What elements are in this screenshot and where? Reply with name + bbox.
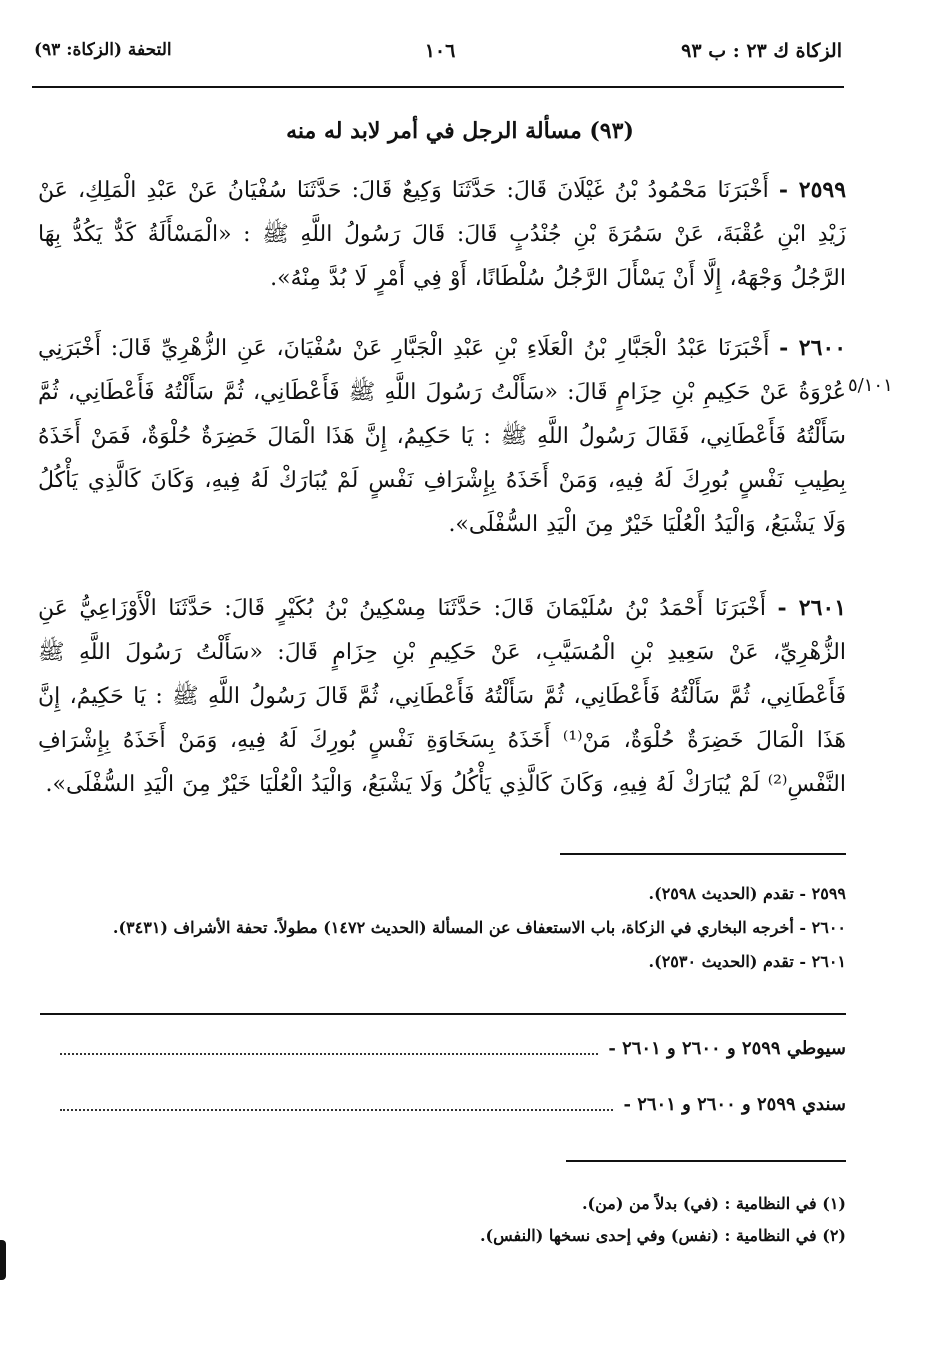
scan-edge-mark (0, 1240, 6, 1280)
margin-reference: ٥/١٠١ (848, 375, 893, 396)
hadith-text: أَخْبَرَنَا مَحْمُودُ بْنُ غَيْلَانَ قَالَ: حَدَّثَنَا وَكِيعٌ قَالَ: حَدَّثَنَا سُفْيَانُ عَنْ عَبْدِ الْمَلِكِ، عَنْ زَيْدِ ابْنِ عُقْبَةَ، عَنْ سَمُرَةَ بْنِ جُنْدُبٍ قَالَ: قَالَ رَسُولُ اللَّهِ ﷺ : «الْمَسْأَلَةُ كَدٌّ يَكُدُّ بِهَا الرَّجُلُ وَجْهَهُ، إِلَّا أَنْ يَسْأَلَ الرَّجُلُ سُلْطَانًا، أَوْ فِي أَمْرٍ لَا بُدَّ مِنْهُ». (38, 178, 846, 291)
commentary-sindi (60, 1094, 846, 1115)
takhrij-divider (560, 853, 846, 855)
header-divider (32, 86, 844, 88)
takhrij-note: ٢٥٩٩ - تقدم (الحديث ٢٥٩٨). (648, 884, 846, 903)
page-number: ١٠٦ (424, 40, 456, 62)
hadith-number: ٢٦٠٠ - (779, 335, 847, 361)
dotted-leader (60, 1099, 613, 1111)
hadith-2599 (38, 168, 846, 301)
hadith-2600 (38, 326, 846, 547)
takhrij-note: ٢٦٠١ - تقدم (الحديث ٢٥٣٠). (648, 952, 846, 971)
commentary-label: سندي ٢٥٩٩ و ٢٦٠٠ و ٢٦٠١ - (623, 1094, 846, 1115)
footnote-divider (566, 1160, 846, 1162)
hadith-text: أَخْبَرَنَا عَبْدُ الْجَبَّارِ بْنُ الْعَلَاءِ بْنِ عَبْدِ الْجَبَّارِ عَنْ سُفْيَانَ، عَنِ الزُّهْرِيِّ قَالَ: أَخْبَرَنِي عُرْوَةُ عَنْ حَكِيمِ بْنِ حِزَامٍ قَالَ: «سَأَلْتُ رَسُولَ اللَّهِ ﷺ فَأَعْطَانِي، ثُمَّ سَأَلْتُهُ فَأَعْطَانِي، ثُمَّ سَأَلْتُهُ فَأَعْطَانِي، فَقَالَ رَسُولُ اللَّهِ ﷺ : يَا حَكِيمُ، إِنَّ هَذَا الْمَالَ خَضِرَةٌ حُلْوَةٌ، فَمَنْ أَخَذَهُ بِطِيبِ نَفْسٍ بُورِكَ لَهُ فِيهِ، وَمَنْ أَخَذَهُ بِإِشْرَافِ نَفْسٍ لَمْ يُبَارَكْ لَهُ فِيهِ، وَكَانَ كَالَّذِي يَأْكُلُ وَلَا يَشْبَعُ، وَالْيَدُ الْعُلْيَا خَيْرٌ مِنَ الْيَدِ السُّفْلَى». (38, 336, 846, 537)
hadith-text: أَخْبَرَنَا أَحْمَدُ بْنُ سُلَيْمَانَ قَالَ: حَدَّثَنَا مِسْكِينُ بْنُ بُكَيْرٍ قَالَ: حَدَّثَنَا الْأَوْزَاعِيُّ عَنِ الزُّهْرِيِّ، عَنْ سَعِيدِ بْنِ الْمُسَيَّبِ، عَنْ حَكِيمِ بْنِ حِزَامٍ قَالَ: «سَأَلْتُ رَسُولَ اللَّهِ ﷺ فَأَعْطَانِي، ثُمَّ سَأَلْتُهُ فَأَعْطَانِي، ثُمَّ سَأَلْتُهُ فَأَعْطَانِي، ثُمَّ قَالَ رَسُولُ اللَّهِ ﷺ : يَا حَكِيمُ، إِنَّ هَذَا الْمَالَ خَضِرَةٌ حُلْوَةٌ، مَنْ⁽¹⁾ أَخَذَهُ بِسَخَاوَةِ نَفْسٍ بُورِكَ لَهُ فِيهِ، وَمَنْ أَخَذَهُ بِإِشْرَافِ النَّفْسِ⁽²⁾ لَمْ يُبَارَكْ لَهُ فِيهِ، وَكَانَ كَالَّذِي يَأْكُلُ وَلَا يَشْبَعُ، وَالْيَدُ الْعُلْيَا خَيْرٌ مِنَ الْيَدِ السُّفْلَى». (38, 596, 847, 797)
running-header-tuhfa: التحفة (الزكاة: ٩٣) (34, 40, 172, 60)
hadith-2601 (38, 586, 846, 807)
takhrij-note: ٢٦٠٠ - أخرجه البخاري في الزكاة، باب الاستعفاف عن المسألة (الحديث ١٤٧٢) مطولاً. تحفة الأشراف (٣٤٣١). (112, 918, 846, 937)
commentary-divider (40, 1013, 846, 1015)
hadith-number: ٢٦٠١ - (777, 595, 847, 621)
running-header-chapter: الزكاة ك ٢٣ : ب ٩٣ (681, 40, 842, 62)
commentary-suyuti (60, 1038, 846, 1059)
dotted-leader (60, 1043, 598, 1055)
chapter-title: (٩٣) مسألة الرجل في أمر لابد له منه (286, 118, 634, 144)
footnote: (١) في النظامية : (في) بدلاً من (من). (581, 1194, 846, 1213)
commentary-label: سيوطي ٢٥٩٩ و ٢٦٠٠ و ٢٦٠١ - (608, 1038, 846, 1059)
footnote: (٢) في النظامية : (نفس) وفي إحدى نسخها (النفس). (479, 1226, 846, 1245)
hadith-number: ٢٥٩٩ - (778, 177, 847, 203)
